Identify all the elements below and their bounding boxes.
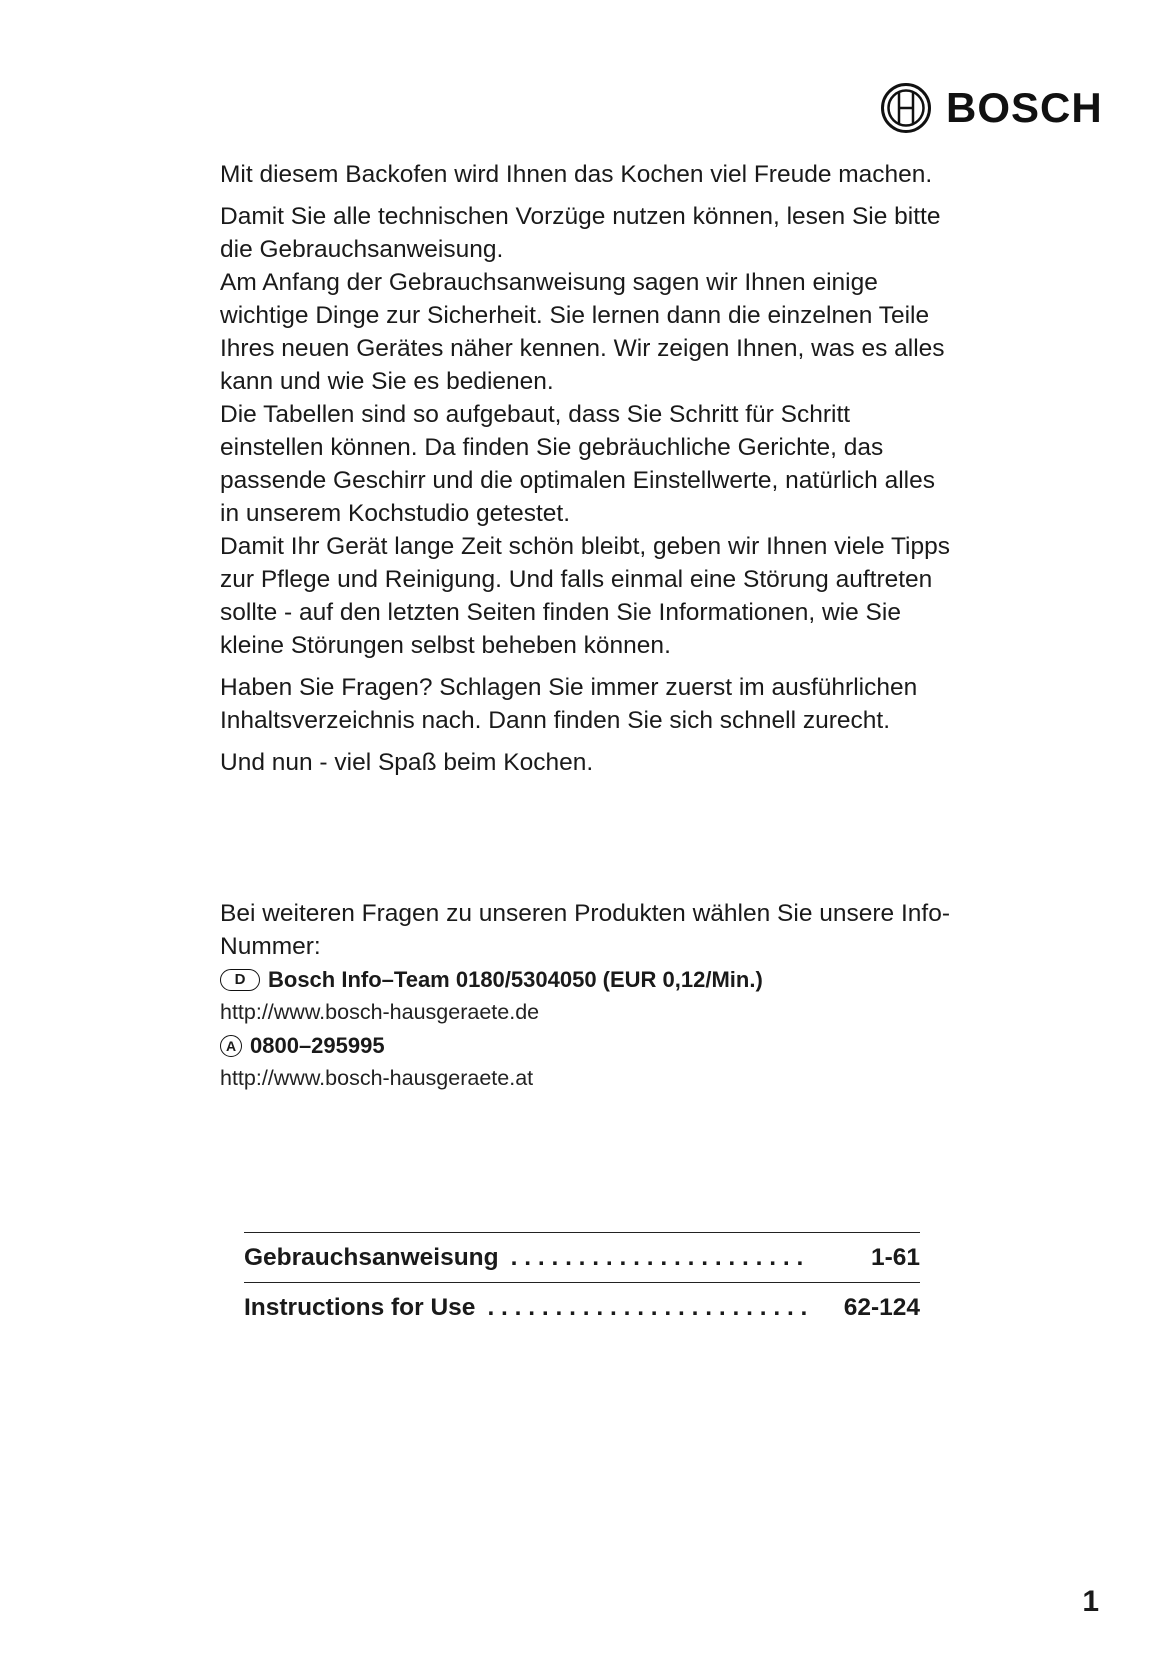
page-number: 1 [1082,1585,1099,1618]
intro-paragraph: Damit Sie alle technischen Vorzüge nutzen können, lesen Sie bitte die Gebrauchsanweisung. [220,203,941,263]
url-austria[interactable]: http://www.bosch-hausgeraete.at [220,1066,534,1090]
toc-leader-dots [511,1233,810,1282]
hotline-germany: Bosch Info–Team 0180/5304050 (EUR 0,12/Min.) [268,967,763,992]
country-code-austria: A [220,1035,242,1057]
intro-paragraph: Am Anfang der Gebrauchsanweisung sagen wir Ihnen einige wichtige Dinge zur Sicherheit. Sie lernen dann die einzelnen Teile Ihres neuen Gerätes näher kennen. Wir zeigen Ihnen, was es alles kann und wie Sie es bedienen. [220,269,945,395]
hotline-austria: 0800–295995 [250,1033,385,1058]
contact-intro: Bei weiteren Fragen zu unseren Produkten wählen Sie unsere Info-Nummer: [220,900,950,960]
toc-entry-label: Instructions for Use [244,1294,476,1321]
url-germany[interactable]: http://www.bosch-hausgeraete.de [220,1000,540,1024]
toc-entry-pages: 62-124 [843,1294,920,1321]
toc-entry-pages: 1-61 [870,1244,920,1271]
table-of-contents [244,1232,920,1332]
contact-austria-line [220,1029,960,1062]
intro-paragraph: Mit diesem Backofen wird Ihnen das Kochen viel Freude machen. [220,161,933,188]
brand-name: BOSCH [946,84,1103,131]
intro-paragraph: Damit Ihr Gerät lange Zeit schön bleibt, geben wir Ihnen viele Tipps zur Pflege und Reinigung. Und falls einmal eine Störung auftreten sollte - auf den letzten Seiten finden Sie Informationen, wie Sie kleine Störungen selbst beheben können. [220,533,950,659]
brand-logo [880,82,1103,134]
intro-text [220,158,960,788]
intro-paragraph: Die Tabellen sind so aufgebaut, dass Sie Schritt für Schritt einstellen können. Da finden Sie gebräuchliche Gerichte, das passende Geschirr und die optimalen Einstellwerte, natürlich alles in unserem Kochstudio getestet. [220,401,935,527]
intro-paragraph: Haben Sie Fragen? Schlagen Sie immer zuerst im ausführlichen Inhaltsverzeichnis nach. Dann finden Sie sich schnell zurecht. [220,674,918,734]
bosch-armature-icon [880,82,932,134]
country-code-germany: D [220,969,260,991]
toc-leader-dots [487,1283,810,1332]
contact-info [220,897,960,1095]
toc-entry-label: Gebrauchsanweisung [244,1244,499,1271]
toc-entry-gebrauchsanweisung[interactable] [244,1233,920,1282]
toc-entry-instructions[interactable] [244,1283,920,1332]
intro-paragraph: Und nun - viel Spaß beim Kochen. [220,749,594,776]
contact-germany-line [220,963,960,996]
